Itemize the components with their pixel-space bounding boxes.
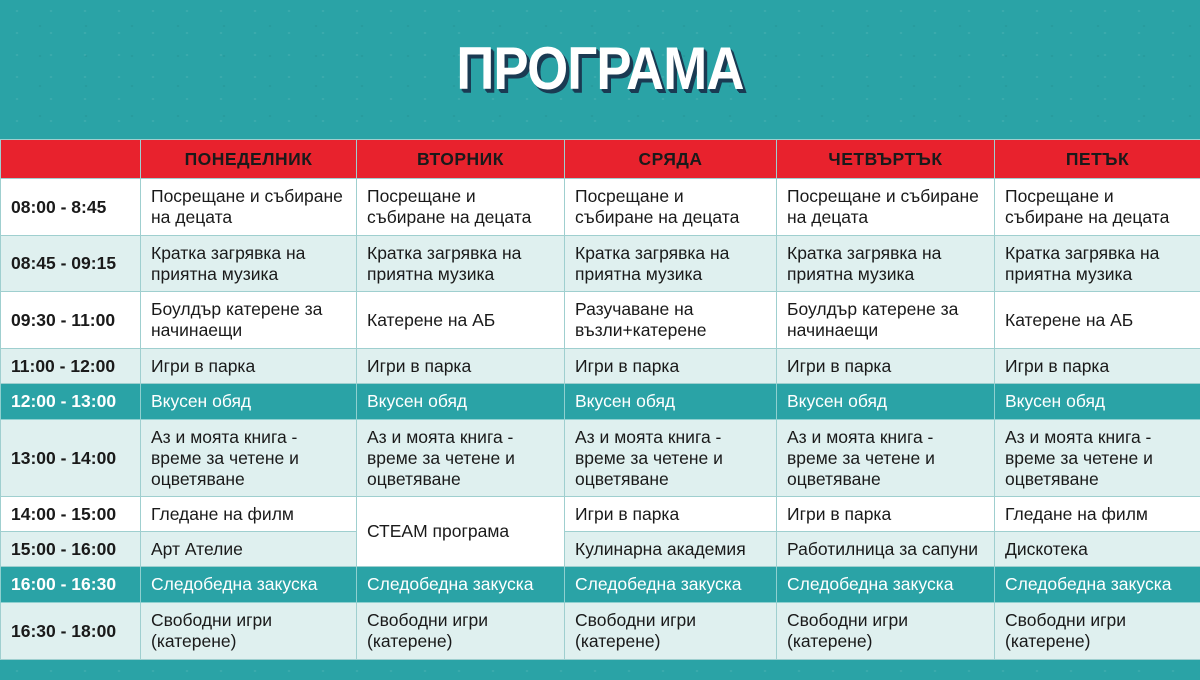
activity-cell: Следобедна закуска bbox=[357, 567, 565, 603]
activity-cell: Игри в парка bbox=[141, 349, 357, 384]
day-header-tuesday: ВТОРНИК bbox=[357, 140, 565, 179]
activity-cell: Посрещане и събиране на децата bbox=[995, 179, 1200, 236]
activity-cell: Посрещане и събиране на децата bbox=[777, 179, 995, 236]
activity-cell: Арт Ателие bbox=[141, 532, 357, 567]
table-row bbox=[1, 532, 1200, 567]
time-cell: 08:00 - 8:45 bbox=[1, 179, 141, 236]
activity-cell: Вкусен обяд bbox=[995, 384, 1200, 420]
activity-cell: Кратка загрявка на приятна музика bbox=[141, 236, 357, 292]
activity-cell: Игри в парка bbox=[777, 497, 995, 532]
day-header-friday: ПЕТЪК bbox=[995, 140, 1200, 179]
activity-cell: Вкусен обяд bbox=[565, 384, 777, 420]
activity-cell: Вкусен обяд bbox=[141, 384, 357, 420]
time-cell: 13:00 - 14:00 bbox=[1, 420, 141, 497]
activity-cell: Свободни игри (катерене) bbox=[357, 603, 565, 660]
activity-cell: Свободни игри (катерене) bbox=[995, 603, 1200, 660]
activity-cell-merged: СТЕАМ програма bbox=[357, 497, 565, 567]
activity-cell: Боулдър катерене за начинаещи bbox=[141, 292, 357, 349]
activity-cell: Следобедна закуска bbox=[777, 567, 995, 603]
page-title: ПРОГРАМА bbox=[456, 35, 744, 102]
table-row bbox=[1, 179, 1200, 236]
activity-cell: Следобедна закуска bbox=[995, 567, 1200, 603]
activity-cell: Посрещане и събиране на децата bbox=[357, 179, 565, 236]
activity-cell: Вкусен обяд bbox=[777, 384, 995, 420]
table-row bbox=[1, 349, 1200, 384]
activity-cell: Катерене на АБ bbox=[357, 292, 565, 349]
activity-cell: Посрещане и събиране на децата bbox=[141, 179, 357, 236]
activity-cell: Гледане на филм bbox=[995, 497, 1200, 532]
schedule-table bbox=[0, 139, 1200, 660]
activity-cell: Свободни игри (катерене) bbox=[141, 603, 357, 660]
day-header-wednesday: СРЯДА bbox=[565, 140, 777, 179]
activity-cell: Вкусен обяд bbox=[357, 384, 565, 420]
activity-cell: Кратка загрявка на приятна музика bbox=[565, 236, 777, 292]
table-row bbox=[1, 567, 1200, 603]
table-row bbox=[1, 603, 1200, 660]
day-header-thursday: ЧЕТВЪРТЪК bbox=[777, 140, 995, 179]
activity-cell: Кулинарна академия bbox=[565, 532, 777, 567]
activity-cell: Кратка загрявка на приятна музика bbox=[995, 236, 1200, 292]
activity-cell: Игри в парка bbox=[565, 497, 777, 532]
time-cell: 14:00 - 15:00 bbox=[1, 497, 141, 532]
time-cell: 15:00 - 16:00 bbox=[1, 532, 141, 567]
time-cell: 11:00 - 12:00 bbox=[1, 349, 141, 384]
day-header-monday: ПОНЕДЕЛНИК bbox=[141, 140, 357, 179]
activity-cell: Следобедна закуска bbox=[565, 567, 777, 603]
table-row bbox=[1, 384, 1200, 420]
activity-cell: Аз и моята книга - време за четене и оцветяване bbox=[777, 420, 995, 497]
time-cell: 09:30 - 11:00 bbox=[1, 292, 141, 349]
activity-cell: Посрещане и събиране на децата bbox=[565, 179, 777, 236]
activity-cell: Аз и моята книга - време за четене и оцветяване bbox=[141, 420, 357, 497]
table-row bbox=[1, 292, 1200, 349]
activity-cell: Катерене на АБ bbox=[995, 292, 1200, 349]
table-row bbox=[1, 236, 1200, 292]
activity-cell: Следобедна закуска bbox=[141, 567, 357, 603]
activity-cell: Кратка загрявка на приятна музика bbox=[357, 236, 565, 292]
time-cell: 16:30 - 18:00 bbox=[1, 603, 141, 660]
activity-cell: Гледане на филм bbox=[141, 497, 357, 532]
table-row bbox=[1, 497, 1200, 532]
activity-cell: Аз и моята книга - време за четене и оцветяване bbox=[357, 420, 565, 497]
activity-cell: Работилница за сапуни bbox=[777, 532, 995, 567]
activity-cell: Аз и моята книга - време за четене и оцветяване bbox=[995, 420, 1200, 497]
activity-cell: Свободни игри (катерене) bbox=[565, 603, 777, 660]
time-cell: 12:00 - 13:00 bbox=[1, 384, 141, 420]
activity-cell: Кратка загрявка на приятна музика bbox=[777, 236, 995, 292]
activity-cell: Аз и моята книга - време за четене и оцветяване bbox=[565, 420, 777, 497]
table-row bbox=[1, 420, 1200, 497]
activity-cell: Боулдър катерене за начинаещи bbox=[777, 292, 995, 349]
time-cell: 08:45 - 09:15 bbox=[1, 236, 141, 292]
activity-cell: Свободни игри (катерене) bbox=[777, 603, 995, 660]
activity-cell: Дискотека bbox=[995, 532, 1200, 567]
time-cell: 16:00 - 16:30 bbox=[1, 567, 141, 603]
activity-cell: Игри в парка bbox=[777, 349, 995, 384]
activity-cell: Разучаване на възли+катерене bbox=[565, 292, 777, 349]
activity-cell: Игри в парка bbox=[565, 349, 777, 384]
header-corner bbox=[1, 140, 141, 179]
activity-cell: Игри в парка bbox=[357, 349, 565, 384]
activity-cell: Игри в парка bbox=[995, 349, 1200, 384]
